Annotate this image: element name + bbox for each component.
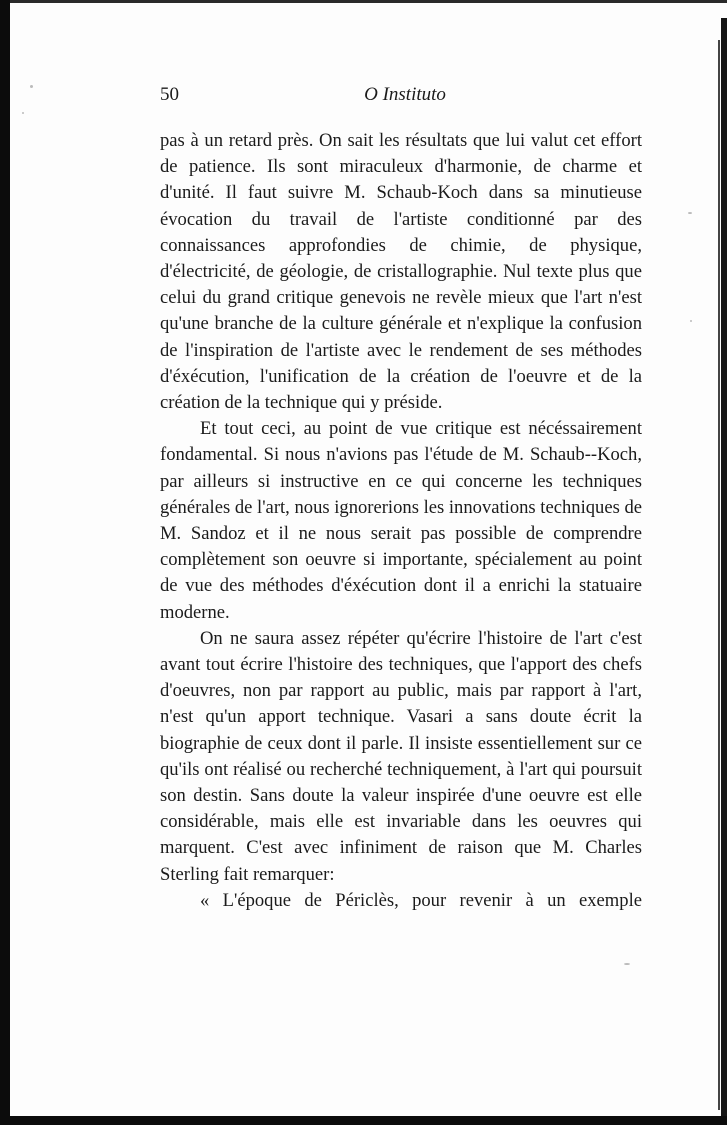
scan-speck [22, 112, 24, 114]
page-content [160, 84, 642, 914]
scan-border-top [0, 0, 727, 3]
page-number: 50 [160, 84, 179, 105]
scan-border-bottom [0, 1116, 727, 1125]
scan-border-left [0, 0, 10, 1125]
running-header [160, 84, 642, 114]
running-title: O Instituto [364, 84, 446, 105]
body-text [160, 128, 642, 914]
scan-border-right-inner [718, 40, 720, 1110]
paragraph-3: On ne saura assez répéter qu'écrire l'histoire de l'art c'est avant tout écrire l'histoire des techniques, que l'apport des chefs d'oeuvres, non par rapport au public, mais par rapport à l'art, n'est qu'un apport technique. Vasari a sans doute écrit la biographie de ceux dont il parle. Il insiste essentiellement sur ce qu'ils ont réalisé ou recherché techniquement, à l'art qui poursuit son destin. Sans doute la valeur inspirée d'une oeuvre est elle considérable, mais elle est invariable dans les oeuvres qui marquent. C'est avec infiniment de raison que M. Charles Sterling fait remarquer: [160, 627, 642, 885]
scan-speck [690, 320, 692, 322]
paragraph-2: Et tout ceci, au point de vue critique est nécéssairement fondamental. Si nous n'avions pas l'étude de M. Schaub--Koch, par ailleurs si instructive en ce qui concerne les techniques générales de l'art, nous ignorerions les innovations techniques de M. Sandoz et il ne nous serait pas possible de comprendre complètement son oeuvre si importante, spécialement au point de vue des méthodes d'éxécution dont il a enrichi la statuaire moderne. [160, 418, 643, 623]
scan-border-right [721, 18, 727, 1125]
paragraph-1: pas à un retard près. On sait les résultats que lui valut cet effort de patience. Ils sont miraculeux d'harmonie, de charme et d'unité. Il faut suivre M. Schaub-Koch dans sa minutieuse évocation du travail de l'artiste conditionné par des connaissances approfondies de chimie, de physique, d'électricité, de géologie, de cristallographie. Nul texte plus que celui du grand critique genevois ne revèle mieux que l'art n'est qu'une branche de la culture générale et n'explique la confusion de l'inspiration de l'artiste avec le rendement de ses méthodes d'éxécution, l'unification de la création de l'oeuvre et de la création de la technique qui y préside. [160, 130, 642, 414]
scan-speck [624, 963, 630, 965]
scan-speck [688, 212, 692, 214]
paragraph-4-quote: « L'époque de Périclès, pour revenir à un exemple [200, 889, 642, 911]
scan-speck [30, 85, 33, 88]
